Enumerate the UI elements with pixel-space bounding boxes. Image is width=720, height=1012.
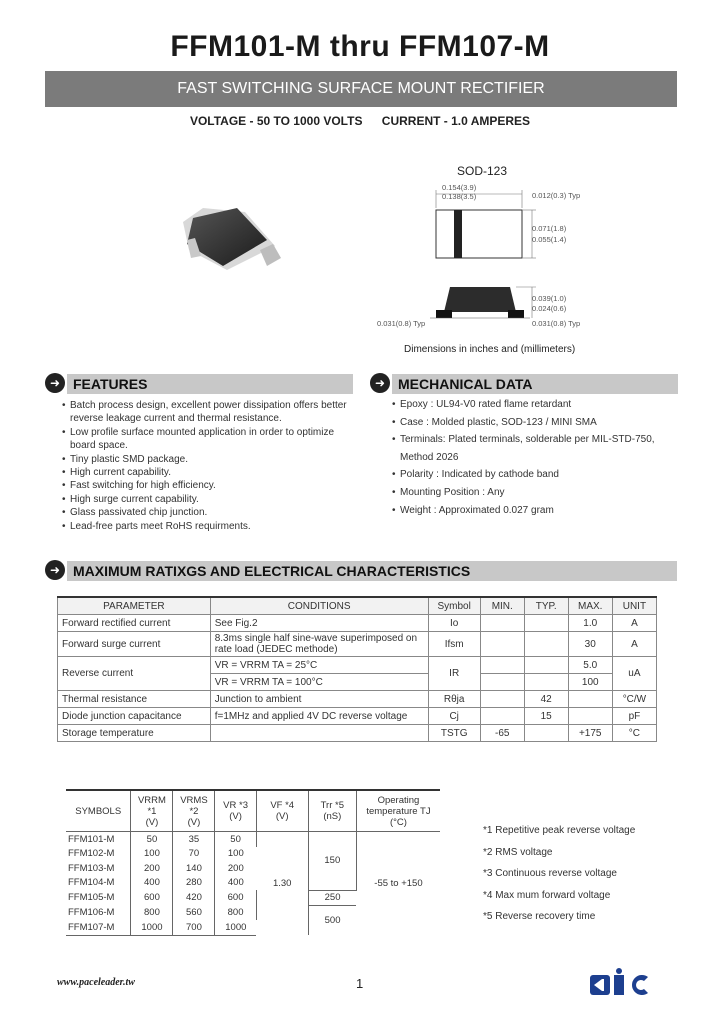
col-min: MIN. xyxy=(480,597,524,615)
list-item: • High surge current capability. xyxy=(62,493,347,506)
col-vrrm: VRRM *1 (V) xyxy=(131,790,173,832)
cell-max: 5.0 xyxy=(568,657,612,674)
features-heading: ➜ FEATURES xyxy=(45,373,345,395)
list-item: • Weight : Approximated 0.027 gram xyxy=(392,502,682,520)
cell-max xyxy=(568,708,612,725)
dimension-caption: Dimensions in inches and (millimeters) xyxy=(404,344,576,355)
cell-vrms: 700 xyxy=(173,920,215,935)
cell-vrms: 560 xyxy=(173,906,215,921)
dim-width-max: 0.071(1.8) xyxy=(532,224,567,233)
arrow-right-icon: ➜ xyxy=(45,560,65,580)
component-photo xyxy=(175,200,295,290)
cell-cond: 8.3ms single half sine-wave superimposed on rate load (JEDEC methode) xyxy=(210,632,428,657)
col-unit: UNIT xyxy=(612,597,656,615)
cell-vr: 100 xyxy=(227,848,244,860)
footnote: *4 Max mum forward voltage xyxy=(483,889,611,901)
cell-vrrm: 800 xyxy=(131,906,173,921)
cell-vrrm: 400 xyxy=(131,876,173,891)
list-item: • Epoxy : UL94-V0 rated flame retardant xyxy=(392,396,682,414)
cell-cond: VR = VRRM TA = 100°C xyxy=(210,674,428,691)
list-item: • Fast switching for high efficiency. xyxy=(62,479,347,492)
footnotes xyxy=(483,820,635,928)
table-row xyxy=(58,632,657,657)
list-item: • Terminals: Plated terminals, solderable per MIL-STD-750, Method 2026 xyxy=(392,431,682,466)
page-number: 1 xyxy=(356,976,364,991)
footnote: *1 Repetitive peak reverse voltage xyxy=(483,825,636,836)
col-vr: VR *3 (V) xyxy=(215,790,256,832)
cell-part: FFM102-M xyxy=(66,847,131,862)
cell-part: FFM103-M xyxy=(66,861,131,876)
cell-unit: °C/W xyxy=(612,691,656,708)
cell-param: Thermal resistance xyxy=(58,691,211,708)
cell-trr: 500 xyxy=(324,915,341,926)
current-rating: CURRENT - 1.0 AMPERES xyxy=(381,114,531,128)
cell-min xyxy=(480,708,524,725)
subtitle-banner: FAST SWITCHING SURFACE MOUNT RECTIFIER xyxy=(45,71,677,107)
col-vrms: VRMS *2 (V) xyxy=(173,790,215,832)
list-item: • Tiny plastic SMD package. xyxy=(62,453,347,466)
cell-op-temp: -55 to +150 xyxy=(374,878,423,889)
page-title: FFM101-M thru FFM107-M xyxy=(170,30,550,63)
mechanical-heading: ➜ MECHANICAL DATA xyxy=(370,373,670,395)
cell-max xyxy=(568,691,612,708)
characteristics-table xyxy=(57,596,657,742)
cell-vrrm: 600 xyxy=(131,890,173,906)
cell-vrrm: 1000 xyxy=(131,920,173,935)
list-item: • Case : Molded plastic, SOD-123 / MINI SMA xyxy=(392,414,682,432)
col-operating-temp: Operating temperature TJ (°C) xyxy=(356,790,440,832)
cell-part: FFM107-M xyxy=(66,920,131,935)
logo-text: PIC xyxy=(588,954,615,971)
package-name: SOD-123 xyxy=(457,164,508,178)
cell-vrms: 35 xyxy=(173,832,215,847)
cell-sym: Ifsm xyxy=(428,632,480,657)
cell-sym: Io xyxy=(428,615,480,632)
cell-vr: 200 xyxy=(227,862,244,874)
col-trr: Trr *5 (nS) xyxy=(308,790,356,832)
cell-param: Storage temperature xyxy=(58,725,211,742)
cell-vrrm: 100 xyxy=(131,847,173,862)
table-row xyxy=(58,657,657,674)
cell-vf: 1.30 xyxy=(256,832,308,936)
table-row xyxy=(58,725,657,742)
cell-max: +175 xyxy=(568,725,612,742)
features-list xyxy=(62,399,347,533)
cell-min xyxy=(480,615,524,632)
cell-cond: Junction to ambient xyxy=(210,691,428,708)
cell-max: 30 xyxy=(568,632,612,657)
dim-height-max: 0.039(1.0) xyxy=(532,294,567,303)
table-header-row xyxy=(58,597,657,615)
cell-trr: 250 xyxy=(308,890,356,906)
cell-typ: 42 xyxy=(524,691,568,708)
cell-cond: See Fig.2 xyxy=(210,615,428,632)
list-item: • Glass passivated chip junction. xyxy=(62,506,347,519)
website-link[interactable]: www.paceleader.tw xyxy=(57,977,135,988)
list-item: • Batch process design, excellent power dissipation offers better reverse leakage current and thermal resistance. xyxy=(62,399,347,426)
cell-vrms: 280 xyxy=(173,876,215,891)
cell-min xyxy=(480,674,524,691)
cell-sym: TSTG xyxy=(428,725,480,742)
cell-param: Diode junction capacitance xyxy=(58,708,211,725)
list-item: • Lead-free parts meet RoHS requirments. xyxy=(62,520,347,533)
cell-vrms: 420 xyxy=(173,890,215,906)
cell-max: 100 xyxy=(568,674,612,691)
dim-lead-left: 0.031(0.8) Typ xyxy=(377,319,426,328)
cell-min xyxy=(480,632,524,657)
cell-trr: 150 xyxy=(308,832,356,891)
voltage-current-line xyxy=(0,114,720,128)
col-conditions: CONDITIONS xyxy=(210,597,428,615)
company-logo xyxy=(588,954,668,1001)
list-item: • High current capability. xyxy=(62,466,347,479)
list-item: • Polarity : Indicated by cathode band xyxy=(392,466,682,484)
col-symbol: Symbol xyxy=(428,597,480,615)
cell-unit: A xyxy=(612,615,656,632)
cell-typ xyxy=(524,632,568,657)
cell-vrrm: 200 xyxy=(131,861,173,876)
cell-sym: IR xyxy=(428,657,480,691)
footnote: *3 Continuous reverse voltage xyxy=(483,868,617,879)
dim-length-min: 0.138(3.5) xyxy=(442,192,477,201)
cell-typ xyxy=(524,657,568,674)
col-symbols: SYMBOLS xyxy=(66,790,131,832)
cell-part: FFM105-M xyxy=(66,890,131,906)
table-row xyxy=(58,708,657,725)
cell-vrrm: 50 xyxy=(131,832,173,847)
cell-vr: 50 xyxy=(215,832,256,847)
footnote: *2 RMS voltage xyxy=(483,846,553,858)
mechanical-list xyxy=(392,396,682,519)
cell-typ: 15 xyxy=(524,708,568,725)
cell-min: -65 xyxy=(480,725,524,742)
cell-cond xyxy=(210,725,428,742)
cell-vr: 400 xyxy=(227,877,244,889)
cell-param: Forward rectified current xyxy=(58,615,211,632)
part-symbols-table xyxy=(66,789,440,936)
cell-unit: °C xyxy=(612,725,656,742)
cell-cond: VR = VRRM TA = 25°C xyxy=(210,657,428,674)
col-max: MAX. xyxy=(568,597,612,615)
dim-lead-right: 0.031(0.8) Typ xyxy=(532,319,581,328)
cell-part: FFM104-M xyxy=(66,876,131,891)
dim-band: 0.012(0.3) Typ xyxy=(532,191,581,200)
cell-vr: 800 xyxy=(215,906,256,921)
cell-vr: 1000 xyxy=(215,920,256,935)
cell-unit: uA xyxy=(612,657,656,691)
list-item: • Low profile surface mounted application in order to optimize board space. xyxy=(62,426,347,453)
list-item: • Mounting Position : Any xyxy=(392,484,682,502)
cell-vrms: 140 xyxy=(173,861,215,876)
col-typ: TYP. xyxy=(524,597,568,615)
ratings-heading: ➜ MAXIMUM RATIXGS AND ELECTRICAL CHARACTERISTICS xyxy=(45,560,677,582)
col-vf: VF *4 (V) xyxy=(256,790,308,832)
cell-sym: Rθja xyxy=(428,691,480,708)
dim-width-min: 0.055(1.4) xyxy=(532,235,567,244)
cell-part: FFM106-M xyxy=(66,906,131,921)
cell-unit: pF xyxy=(612,708,656,725)
table-row xyxy=(58,691,657,708)
cell-min xyxy=(480,691,524,708)
cell-unit: A xyxy=(612,632,656,657)
col-parameter: PARAMETER xyxy=(58,597,211,615)
cell-typ xyxy=(524,615,568,632)
cell-part: FFM101-M xyxy=(66,832,131,847)
cell-min xyxy=(480,657,524,674)
arrow-right-icon: ➜ xyxy=(45,373,65,393)
cell-typ xyxy=(524,725,568,742)
cell-sym: Cj xyxy=(428,708,480,725)
table-header-row xyxy=(66,790,440,832)
arrow-right-icon: ➜ xyxy=(370,373,390,393)
cell-typ xyxy=(524,674,568,691)
dim-height-min: 0.024(0.6) xyxy=(532,304,567,313)
package-outline-drawing xyxy=(370,180,610,340)
cell-param: Reverse current xyxy=(58,657,211,691)
cell-cond: f=1MHz and applied 4V DC reverse voltage xyxy=(210,708,428,725)
voltage-range: VOLTAGE - 50 TO 1000 VOLTS xyxy=(189,114,363,128)
cell-vr: 600 xyxy=(215,890,256,906)
cell-vrms: 70 xyxy=(173,847,215,862)
table-row xyxy=(58,615,657,632)
footnote: *5 Reverse recovery time xyxy=(483,911,596,922)
table-row xyxy=(66,832,440,847)
dim-length-max: 0.154(3.9) xyxy=(442,183,477,192)
cell-param: Forward surge current xyxy=(58,632,211,657)
cell-max: 1.0 xyxy=(568,615,612,632)
